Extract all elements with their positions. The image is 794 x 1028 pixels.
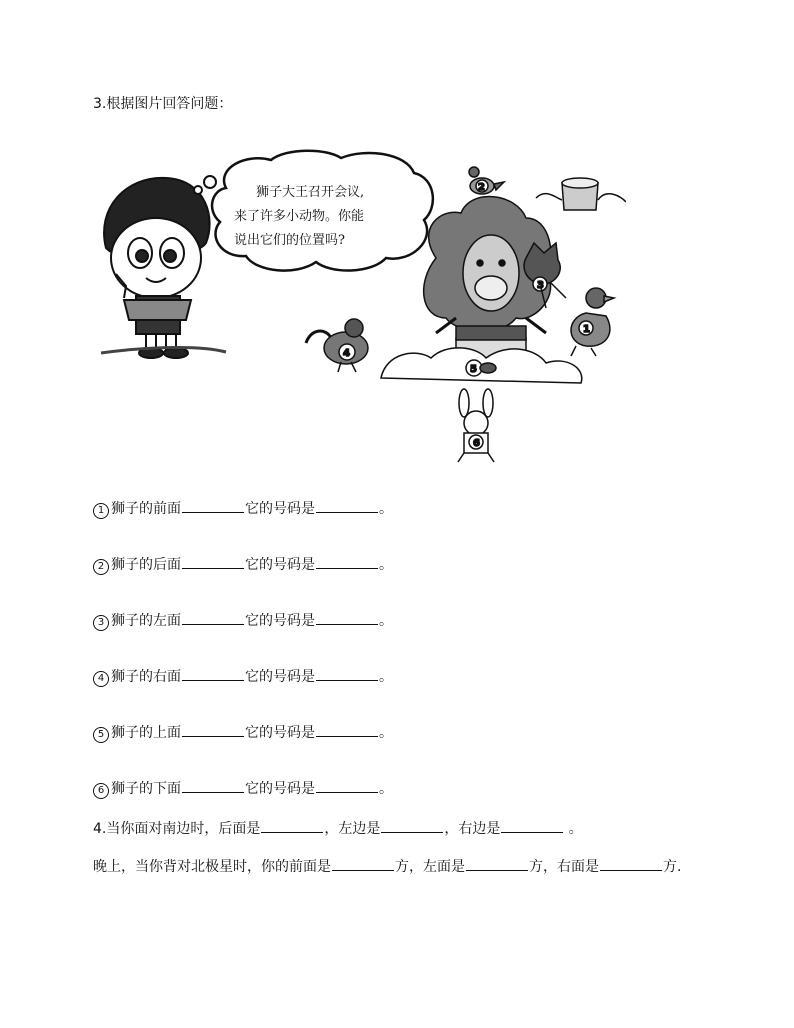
svg-text:4: 4: [343, 348, 350, 359]
bubble-line-1: 狮子大王召开会议,: [256, 185, 365, 200]
answer-blank[interactable]: [466, 856, 528, 871]
answer-blank[interactable]: [182, 610, 244, 625]
q4-line-1: 4.当你面对南边时，后面是 ，左边是 ，右边是 。: [93, 818, 583, 838]
bubble-line-3: 说出它们的位置吗?: [234, 233, 345, 248]
item-number-badge: 3: [93, 615, 109, 631]
answer-blank[interactable]: [316, 610, 378, 625]
rooster-4: [306, 319, 368, 372]
q3-item-2: 2 狮子的后面 它的号码是 。: [93, 554, 393, 575]
lion-meeting-illustration: [96, 148, 626, 466]
answer-blank[interactable]: [316, 666, 378, 681]
svg-text:1: 1: [583, 324, 590, 335]
item-number-badge: 4: [93, 671, 109, 687]
q3-item-4: 4 狮子的右面 它的号码是 。: [93, 666, 393, 687]
thought-bubble: [194, 151, 433, 271]
svg-text:2: 2: [478, 182, 485, 193]
bubble-line-2: 来了许多小动物。你能: [234, 209, 365, 224]
item-number-badge: 2: [93, 559, 109, 575]
answer-blank[interactable]: [261, 818, 323, 833]
answer-blank[interactable]: [316, 498, 378, 513]
item-number-badge: 1: [93, 503, 109, 519]
svg-text:6: 6: [473, 438, 480, 449]
tree-stump: [536, 178, 626, 210]
bird-2: [469, 167, 504, 194]
answer-blank[interactable]: [182, 666, 244, 681]
q4-line-2: 晚上，当你背对北极星时，你的前面是 方，左面是 方，右面是 方.: [93, 855, 713, 879]
lion: [424, 197, 551, 368]
answer-blank[interactable]: [182, 498, 244, 513]
rabbit-6: [458, 389, 494, 462]
answer-blank[interactable]: [501, 818, 563, 833]
answer-blank[interactable]: [332, 856, 394, 871]
item-number-badge: 5: [93, 727, 109, 743]
q3-item-6: 6 狮子的下面 它的号码是 。: [93, 778, 393, 799]
answer-blank[interactable]: [316, 722, 378, 737]
svg-text:5: 5: [470, 364, 477, 375]
duck-1: [571, 288, 614, 356]
answer-blank[interactable]: [182, 554, 244, 569]
answer-blank[interactable]: [182, 722, 244, 737]
q3-item-5: 5 狮子的上面 它的号码是 。: [93, 722, 393, 743]
answer-blank[interactable]: [381, 818, 443, 833]
answer-blank[interactable]: [182, 778, 244, 793]
q3-item-3: 3 狮子的左面 它的号码是 。: [93, 610, 393, 631]
svg-text:3: 3: [537, 280, 544, 291]
item-number-badge: 6: [93, 783, 109, 799]
answer-blank[interactable]: [600, 856, 662, 871]
q3-item-1: 1 狮子的前面 它的号码是 。: [93, 498, 393, 519]
question-3-title: 3.根据图片回答问题：: [93, 96, 233, 112]
answer-blank[interactable]: [316, 554, 378, 569]
boy-reading-figure: [104, 178, 210, 358]
answer-blank[interactable]: [316, 778, 378, 793]
